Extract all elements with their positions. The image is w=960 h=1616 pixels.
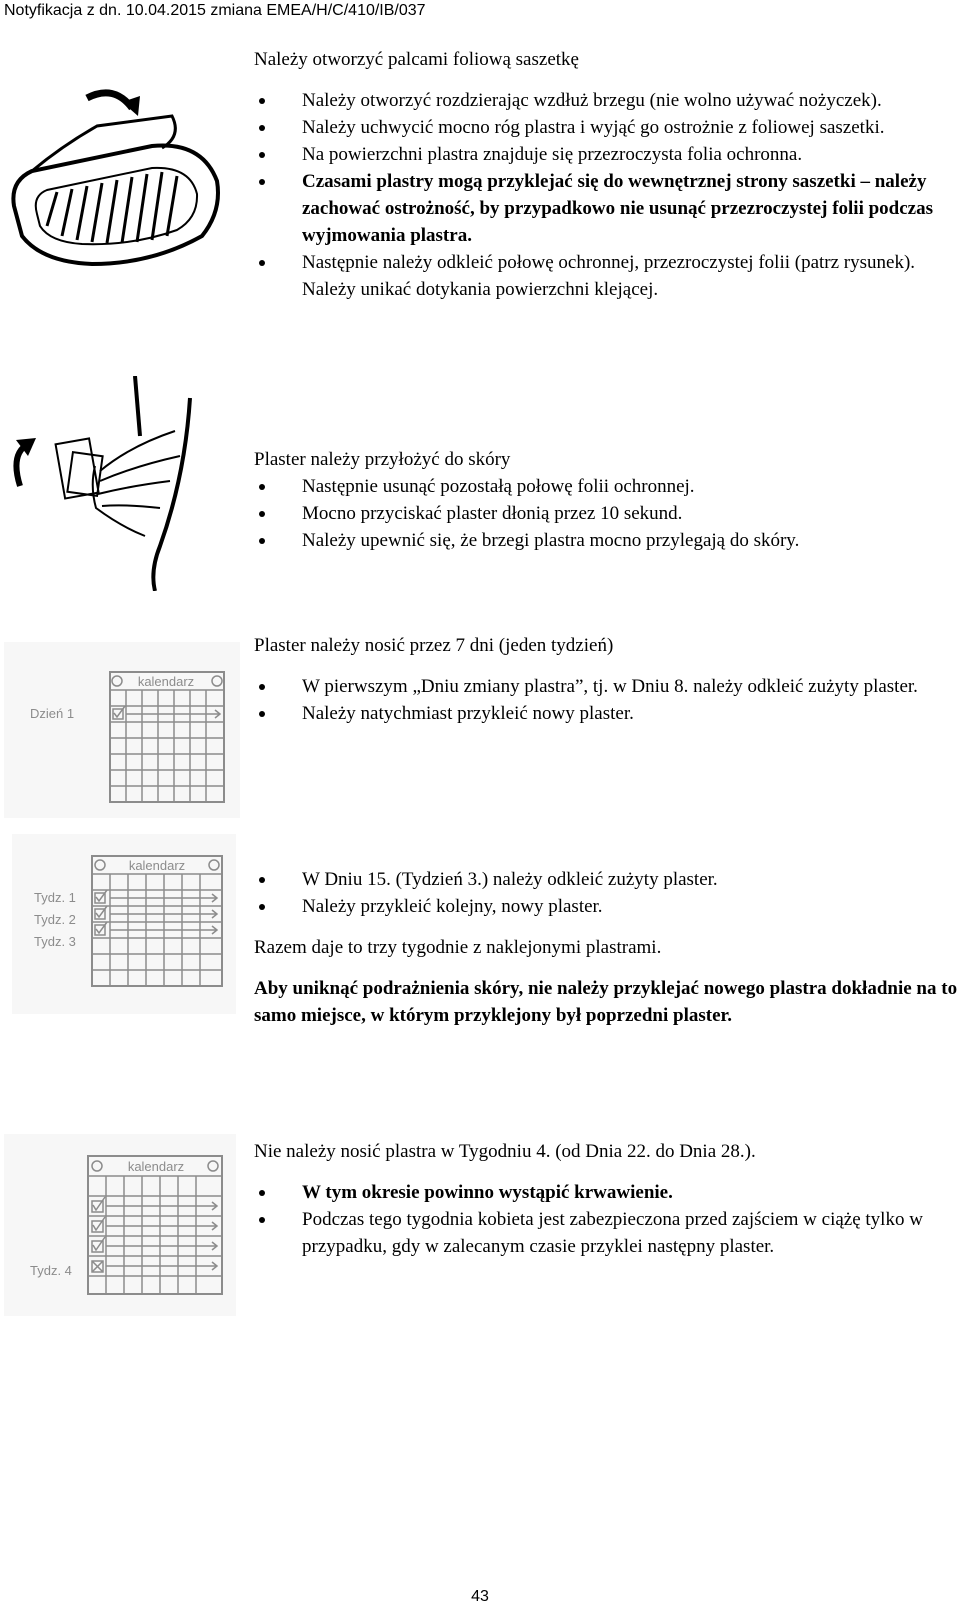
section-week-4 (254, 1138, 959, 1260)
list-item: Następnie usunąć pozostałą połowę folii ochronnej. (254, 473, 959, 500)
list-item: Na powierzchni plastra znajduje się przezroczysta folia ochronna. (254, 141, 959, 168)
list-item-bold: Czasami plastry mogą przyklejać się do wewnętrznej strony saszetki – należy zachować ostrożność, by przypadkowo nie usunąć przezroczystej folii podczas wyjmowania plastra. (254, 168, 959, 249)
list-item: Należy natychmiast przykleić nowy plaster. (254, 700, 959, 727)
document-header: Notyfikacja z dn. 10.04.2015 zmiana EMEA/H/C/410/IB/037 (0, 0, 526, 24)
calendar-title: kalendarz (128, 858, 186, 873)
section-title: Należy otworzyć palcami foliową saszetkę (254, 49, 579, 70)
calendar-row-label: Dzień 1 (30, 706, 75, 721)
calendar-day1-illustration (4, 642, 240, 818)
list-item-bold: W tym okresie powinno wystąpić krwawienie. (254, 1179, 959, 1206)
calendar-title: kalendarz (137, 674, 195, 689)
bullet-list (254, 673, 959, 727)
list-item: W pierwszym „Dniu zmiany plastra”, tj. w Dniu 8. należy odkleić zużyty plaster. (254, 673, 959, 700)
calendar-row-label: Tydz. 2 (34, 912, 76, 927)
calendar-row-label: Tydz. 3 (34, 934, 76, 949)
section-week-3 (254, 866, 959, 1029)
calendar-weeks-1-3-illustration (12, 834, 236, 1014)
section-title: Nie należy nosić plastra w Tygodniu 4. (od Dnia 22. do Dnia 28.). (254, 1141, 756, 1162)
section-title: Plaster należy przyłożyć do skóry (254, 449, 511, 470)
calendar-week-4-illustration (4, 1134, 236, 1316)
list-item: Należy otworzyć rozdzierając wzdłuż brzegu (nie wolno używać nożyczek). (254, 87, 959, 114)
bullet-list (254, 1179, 959, 1260)
summary-text: Razem daje to trzy tygodnie z naklejonymi plastrami. (254, 937, 662, 958)
note-text: Należy unikać dotykania powierzchni klejącej. (302, 279, 659, 300)
section-open-sachet (254, 46, 959, 303)
warning-text: Aby uniknąć podrażnienia skóry, nie należy przyklejać nowego plastra dokładnie na to samo miejsce, w którym przyklejony był poprzedni plaster. (254, 978, 958, 1026)
hand-applying-patch-illustration (10, 376, 210, 591)
sachet-opening-illustration (2, 86, 242, 276)
list-item: Należy uchwycić mocno róg plastra i wyjąć go ostrożnie z foliowej saszetki. (254, 114, 959, 141)
list-item: Należy przykleić kolejny, nowy plaster. (254, 893, 959, 920)
section-apply-patch (254, 446, 959, 554)
calendar-row-label: Tydz. 1 (34, 890, 76, 905)
list-item: Należy upewnić się, że brzegi plastra mocno przylegają do skóry. (254, 527, 959, 554)
page-number: 43 (471, 1588, 489, 1605)
section-title: Plaster należy nosić przez 7 dni (jeden tydzień) (254, 635, 614, 656)
calendar-title: kalendarz (127, 1159, 185, 1174)
bullet-list (254, 87, 959, 276)
list-item: W Dniu 15. (Tydzień 3.) należy odkleić zużyty plaster. (254, 866, 959, 893)
list-item: Następnie należy odkleić połowę ochronnej, przezroczystej folii (patrz rysunek). (254, 249, 959, 276)
bullet-list (254, 473, 959, 554)
section-wear-7-days (254, 632, 959, 727)
list-item: Mocno przyciskać plaster dłonią przez 10 sekund. (254, 500, 959, 527)
calendar-row-label: Tydz. 4 (30, 1263, 72, 1278)
bullet-list (254, 866, 959, 920)
list-item: Podczas tego tygodnia kobieta jest zabezpieczona przed zajściem w ciążę tylko w przypadku, gdy w zalecanym czasie przyklei następny plaster. (254, 1206, 959, 1260)
